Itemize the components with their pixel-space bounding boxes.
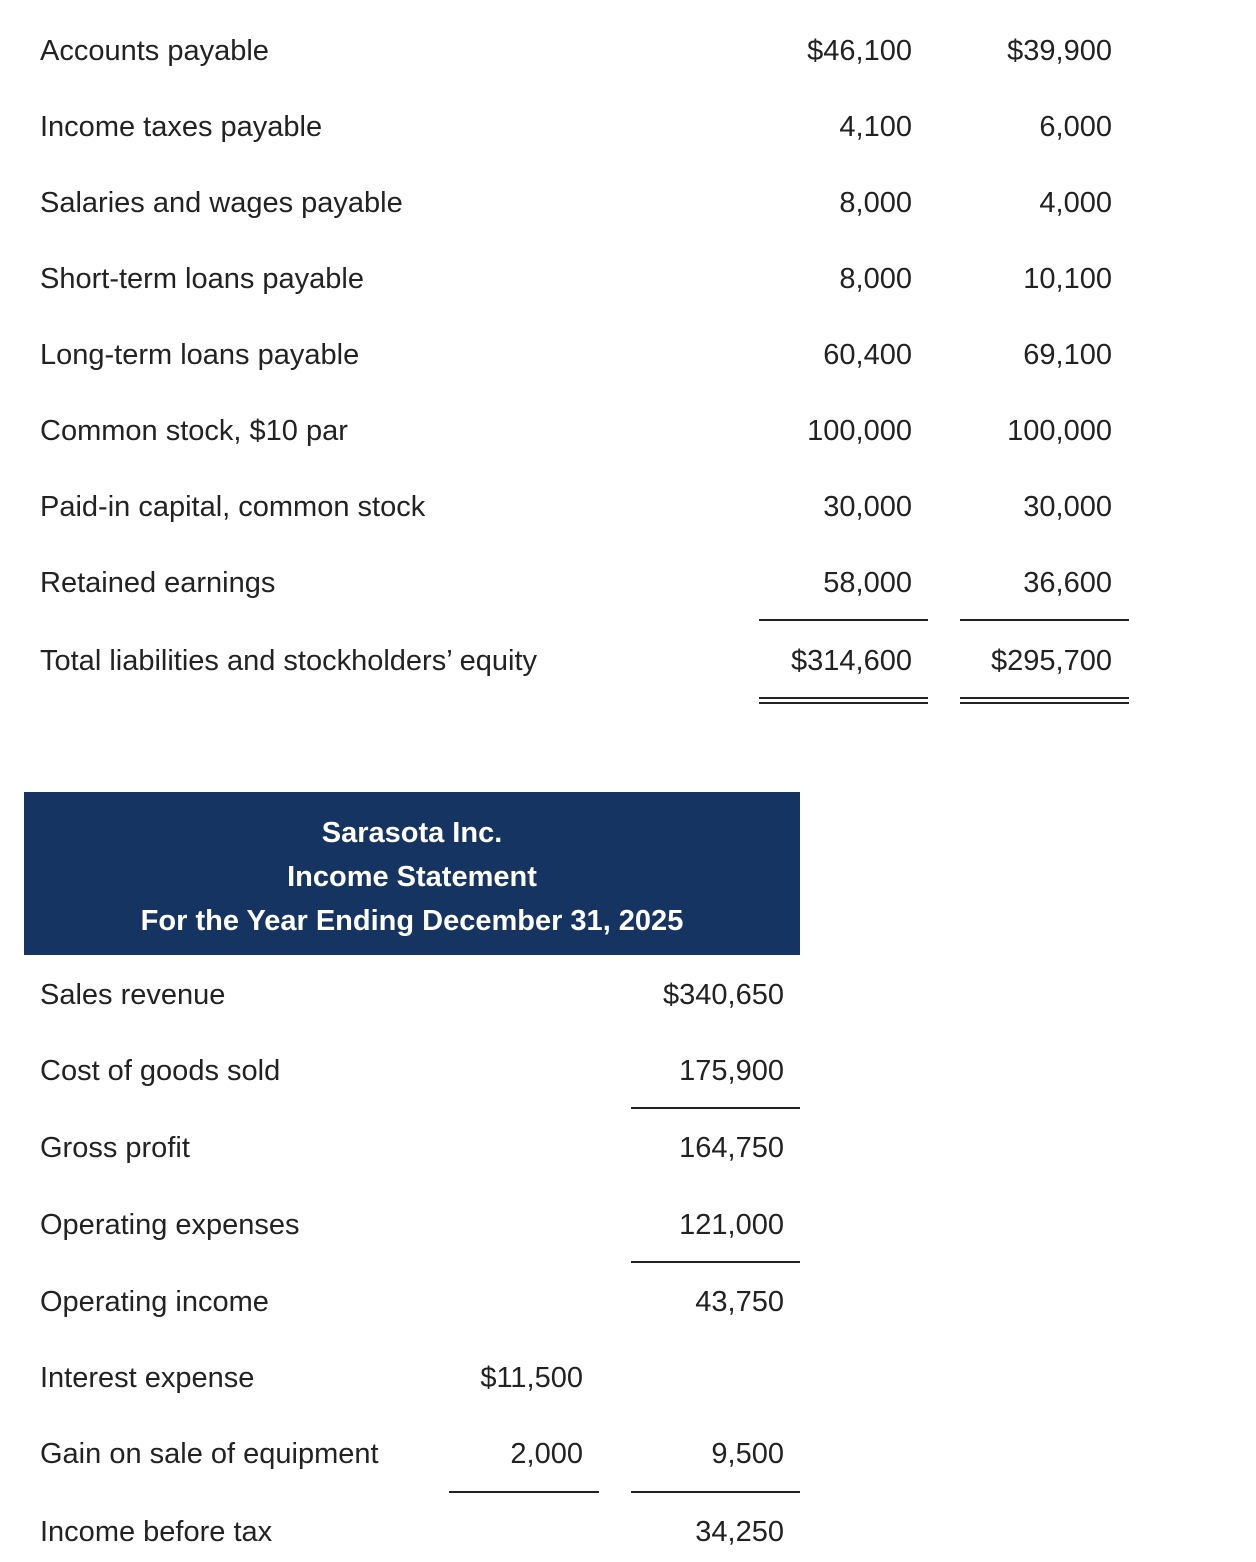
row-label: Cost of goods sold bbox=[40, 1055, 281, 1087]
row-label: Operating expenses bbox=[40, 1209, 300, 1241]
total-double-rule-bottom bbox=[960, 702, 1129, 704]
row-label: Accounts payable bbox=[40, 35, 269, 67]
company-name: Sarasota Inc. bbox=[321, 817, 503, 849]
row-label: Salaries and wages payable bbox=[40, 187, 403, 219]
value-2024: 10,100 bbox=[1023, 263, 1112, 295]
amount: 43,750 bbox=[695, 1286, 784, 1318]
row-label: Common stock, $10 par bbox=[40, 415, 348, 447]
amount: 34,250 bbox=[695, 1516, 784, 1548]
value-2024: $39,900 bbox=[1007, 35, 1112, 67]
income-statement-header bbox=[24, 792, 800, 955]
value-2025: 8,000 bbox=[839, 263, 912, 295]
row-label: Operating income bbox=[40, 1286, 269, 1318]
value-2024: 30,000 bbox=[1023, 491, 1112, 523]
value-2025: 8,000 bbox=[839, 187, 912, 219]
row-label: Interest expense bbox=[40, 1362, 255, 1394]
value-2025: 30,000 bbox=[823, 491, 912, 523]
inner-amount: 2,000 bbox=[510, 1438, 583, 1470]
row-label: Long-term loans payable bbox=[40, 339, 360, 371]
value-2025: $46,100 bbox=[807, 35, 912, 67]
value-2025: 4,100 bbox=[839, 111, 912, 143]
row-label: Gain on sale of equipment bbox=[40, 1438, 379, 1470]
amount: 175,900 bbox=[679, 1055, 784, 1087]
total-double-rule-bottom bbox=[759, 702, 928, 704]
amount: $340,650 bbox=[663, 979, 784, 1011]
row-label: Sales revenue bbox=[40, 979, 226, 1011]
subtotal-rule bbox=[631, 1491, 800, 1493]
row-label: Income before tax bbox=[40, 1516, 273, 1548]
value-2024: 100,000 bbox=[1007, 415, 1112, 447]
inner-amount: $11,500 bbox=[480, 1362, 583, 1394]
amount: 164,750 bbox=[679, 1132, 784, 1164]
total-2024: $295,700 bbox=[991, 645, 1112, 677]
subtotal-rule bbox=[759, 619, 928, 621]
subtotal-rule bbox=[631, 1107, 800, 1109]
value-2024: 4,000 bbox=[1039, 187, 1112, 219]
row-label: Retained earnings bbox=[40, 567, 276, 599]
value-2025: 100,000 bbox=[807, 415, 912, 447]
row-label: Gross profit bbox=[40, 1132, 190, 1164]
total-2025: $314,600 bbox=[791, 645, 912, 677]
total-double-rule-top bbox=[759, 697, 928, 699]
amount: 9,500 bbox=[711, 1438, 784, 1470]
value-2024: 69,100 bbox=[1023, 339, 1112, 371]
subtotal-rule bbox=[631, 1261, 800, 1263]
subtotal-rule bbox=[960, 619, 1129, 621]
row-label: Short-term loans payable bbox=[40, 263, 364, 295]
value-2025: 58,000 bbox=[823, 567, 912, 599]
amount: 121,000 bbox=[679, 1209, 784, 1241]
value-2024: 36,600 bbox=[1023, 567, 1112, 599]
total-label: Total liabilities and stockholders’ equity bbox=[40, 645, 538, 677]
row-label: Income taxes payable bbox=[40, 111, 323, 143]
value-2025: 60,400 bbox=[823, 339, 912, 371]
value-2024: 6,000 bbox=[1039, 111, 1112, 143]
total-double-rule-top bbox=[960, 697, 1129, 699]
statement-title: Income Statement bbox=[287, 861, 537, 893]
inner-subtotal-rule bbox=[449, 1491, 599, 1493]
row-label: Paid-in capital, common stock bbox=[40, 491, 426, 523]
statement-period: For the Year Ending December 31, 2025 bbox=[140, 905, 684, 937]
